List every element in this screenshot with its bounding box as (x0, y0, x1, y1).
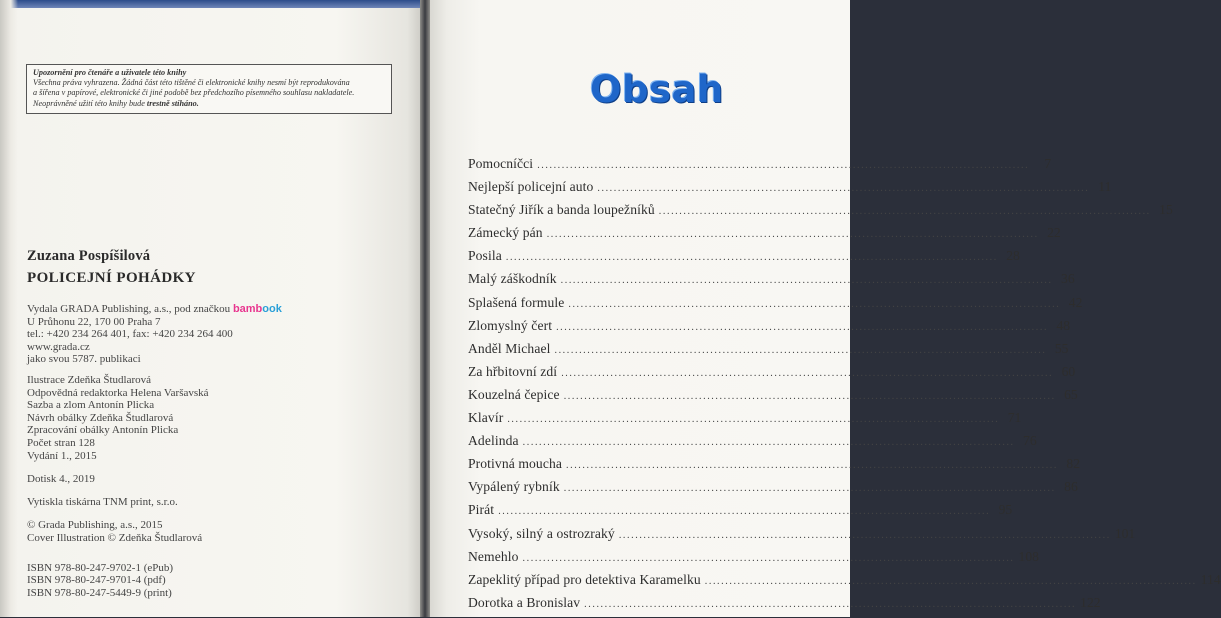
cover-edge-strip (0, 0, 420, 8)
credit-line: Počet stran 128 (27, 436, 95, 449)
toc-entry-title: Za hřbitovní zdí (468, 363, 558, 379)
toc-dot-leader: ........................................................................................................................ (561, 367, 1054, 379)
toc-entry-page: 60 (1061, 363, 1076, 379)
address: U Průhonu 22, 170 00 Praha 7 (27, 315, 161, 328)
publisher-line (27, 303, 407, 316)
toc-dot-leader: ........................................................................................................................ (658, 206, 1151, 218)
credit-line: Odpovědná redaktorka Helena Varšavská (27, 386, 209, 399)
toc-dot-leader: ........................................................................................................................ (507, 414, 1000, 426)
copyright-info (27, 519, 407, 544)
toc-dot-leader: ........................................................................................................................ (704, 575, 1197, 587)
toc-dot-leader: ........................................................................................................................ (505, 252, 998, 264)
toc-entry-page: 55 (1054, 340, 1069, 356)
publisher-info (27, 303, 407, 366)
credit-line: Sazba a zlom Antonín Plicka (27, 399, 155, 412)
toc-entry-page: 28 (1006, 248, 1020, 264)
toc-entry (468, 571, 1221, 595)
notice-line-bold: trestně stíháno. (146, 98, 199, 108)
toc-entry (468, 179, 1112, 202)
toc-entry-page: 86 (1064, 479, 1078, 495)
toc-entry-page: 15 (1159, 202, 1173, 218)
toc-entry-title: Vysoký, silný a ostrozraký (468, 525, 615, 541)
isbn-line: ISBN 978-80-247-5449-9 (print) (27, 586, 172, 599)
copyright-line: © Grada Publishing, a.s., 2015 (27, 519, 163, 532)
toc-entry-title: Statečný Jiřík a banda loupežníků (468, 202, 655, 218)
toc-entry-page: 76 (1023, 433, 1037, 449)
toc-entry-title: Adelinda (468, 433, 519, 449)
toc-entry-page: 7 (1044, 156, 1052, 171)
publication-number: jako svou 5787. publikaci (27, 353, 141, 366)
toc-entry-title: Pomocníčci (468, 156, 534, 171)
toc-entry-title: Nejlepší policejní auto (468, 179, 594, 195)
toc-dot-leader: ........................................................................................................................ (498, 506, 991, 518)
toc-entry (468, 525, 1136, 549)
notice-line (33, 99, 385, 109)
toc-entry (468, 294, 1083, 318)
reprint-info (27, 473, 407, 486)
page-edge-shadow (0, 0, 18, 617)
toc-entry-page: 36 (1061, 271, 1075, 287)
toc-dot-leader: ........................................................................................................................ (563, 483, 1056, 495)
toc-entry (468, 479, 1078, 502)
toc-dot-leader: ........................................................................................................................ (597, 183, 1090, 195)
toc-dot-leader: ........................................................................................................................ (554, 344, 1047, 356)
toc-entry-title: Splašená formule (468, 294, 565, 310)
toc-entry-title: Zapeklitý případ pro detektiva Karamelku (468, 571, 701, 587)
toc-dot-leader: ........................................................................................................................ (563, 390, 1056, 402)
toc-entry-page: 71 (1007, 410, 1022, 426)
toc-entry-title: Kouzelná čepice (468, 386, 560, 402)
toc-entry-title: Posila (468, 248, 502, 264)
toc-entry (468, 225, 1061, 248)
toc-dot-leader: ........................................................................................................................ (556, 321, 1049, 333)
toc-entry (468, 363, 1076, 387)
toc-entry (468, 433, 1037, 456)
notice-line: a šířena v papírové, elektronické či jiné podobě bez předchozího písemného souhlasu nakladatele. (33, 88, 355, 98)
isbn-line: ISBN 978-80-247-9701-4 (pdf) (27, 574, 166, 587)
toc-entry (468, 594, 1101, 618)
website: www.grada.cz (27, 340, 90, 353)
toc-dot-leader: ........................................................................................................................ (522, 437, 1015, 449)
printer-line: Vytiskla tiskárna TNM print, s.r.o. (27, 495, 178, 508)
toc-entry-title: Klavír (468, 410, 504, 426)
toc-entry-page: 122 (1080, 594, 1101, 610)
isbn-line: ISBN 978-80-247-9702-1 (ePub) (27, 561, 174, 574)
book-title: POLICEJNÍ POHÁDKY (27, 270, 196, 286)
toc-dot-leader: ........................................................................................................................ (560, 275, 1053, 287)
imprint-block (27, 248, 407, 599)
toc-entry (468, 548, 1039, 572)
toc-entry-title: Zámecký pán (468, 225, 543, 241)
toc-entry-page: 95 (998, 502, 1013, 518)
toc-entry-title: Protivná moucha (468, 456, 562, 472)
credit-line: Zpracování obálky Antonín Plicka (27, 424, 179, 437)
toc-dot-leader: ........................................................................................................................ (537, 160, 1030, 171)
phone-fax: tel.: +420 234 264 401, fax: +420 234 264 400 (27, 328, 233, 341)
toc-entry (468, 317, 1071, 341)
toc-dot-leader: ........................................................................................................................ (566, 460, 1058, 472)
isbn-list (27, 562, 407, 600)
toc-entry-page: 114 (1200, 571, 1221, 587)
toc-dot-leader: ........................................................................................................................ (584, 598, 1077, 610)
credit-line: Návrh obálky Zdeňka Študlarová (27, 411, 174, 424)
toc-entry-page: 108 (1018, 548, 1039, 564)
toc-entry (468, 248, 1020, 271)
credit-line: Vydání 1., 2015 (27, 449, 97, 462)
credits-list (27, 374, 407, 462)
toc-entry-title: Pirát (468, 502, 495, 518)
credit-line: Ilustrace Zdeňka Študlarová (27, 373, 152, 386)
toc-dot-leader: ........................................................................................................................ (522, 552, 1015, 564)
toc-entry-title: Zlomyslný čert (468, 317, 553, 333)
copyright-notice-box (26, 64, 392, 114)
toc-entry-title: Nemehlo (468, 548, 519, 564)
toc-entry (468, 502, 1013, 525)
publisher-text: Vydala GRADA Publishing, a.s., pod značkou (27, 303, 233, 315)
toc-entry-page: 101 (1114, 525, 1136, 541)
toc-entry-page: 22 (1047, 225, 1061, 241)
notice-line: Všechna práva vyhrazena. Žádná část této tištěné či elektronické knihy nesmí být reprodukována (33, 78, 350, 88)
toc-entry (468, 202, 1173, 225)
copyright-line: Cover Illustration © Zdeňka Študlarová (27, 531, 203, 544)
left-page (0, 0, 420, 617)
printer-info (27, 496, 407, 509)
toc-entry (468, 271, 1075, 294)
toc-entry-title: Anděl Michael (468, 340, 551, 356)
toc-entry (468, 156, 1052, 179)
toc-dot-leader: ........................................................................................................................ (568, 298, 1061, 310)
book-gutter (420, 0, 430, 617)
contents-heading: Obsah (590, 68, 724, 111)
toc-entry-page: 82 (1066, 456, 1080, 472)
toc-entry-title: Malý záškodník (468, 271, 557, 287)
toc-entry (468, 340, 1069, 364)
toc-entry-page: 65 (1064, 386, 1078, 402)
notice-line-text: Neoprávněné užití této knihy bude (33, 98, 147, 108)
toc-dot-leader: ........................................................................................................................ (546, 229, 1039, 241)
table-of-contents (468, 156, 1221, 618)
toc-entry-page: 42 (1068, 294, 1083, 310)
author-name: Zuzana Pospíšilová (27, 248, 151, 264)
reprint-line: Dotisk 4., 2019 (27, 473, 95, 486)
toc-entry (468, 456, 1080, 479)
notice-title: Upozornění pro čtenáře a uživatele této knihy (33, 68, 187, 77)
toc-dot-leader: ........................................................................................................................ (618, 529, 1111, 541)
bambook-logo: bambook (232, 303, 282, 315)
toc-entry-title: Dorotka a Bronislav (468, 594, 581, 610)
toc-entry (468, 386, 1078, 410)
toc-entry (468, 410, 1022, 433)
toc-entry-title: Vypálený rybník (468, 479, 560, 495)
toc-entry-page: 48 (1056, 317, 1071, 333)
toc-entry-page: 11 (1098, 179, 1112, 195)
